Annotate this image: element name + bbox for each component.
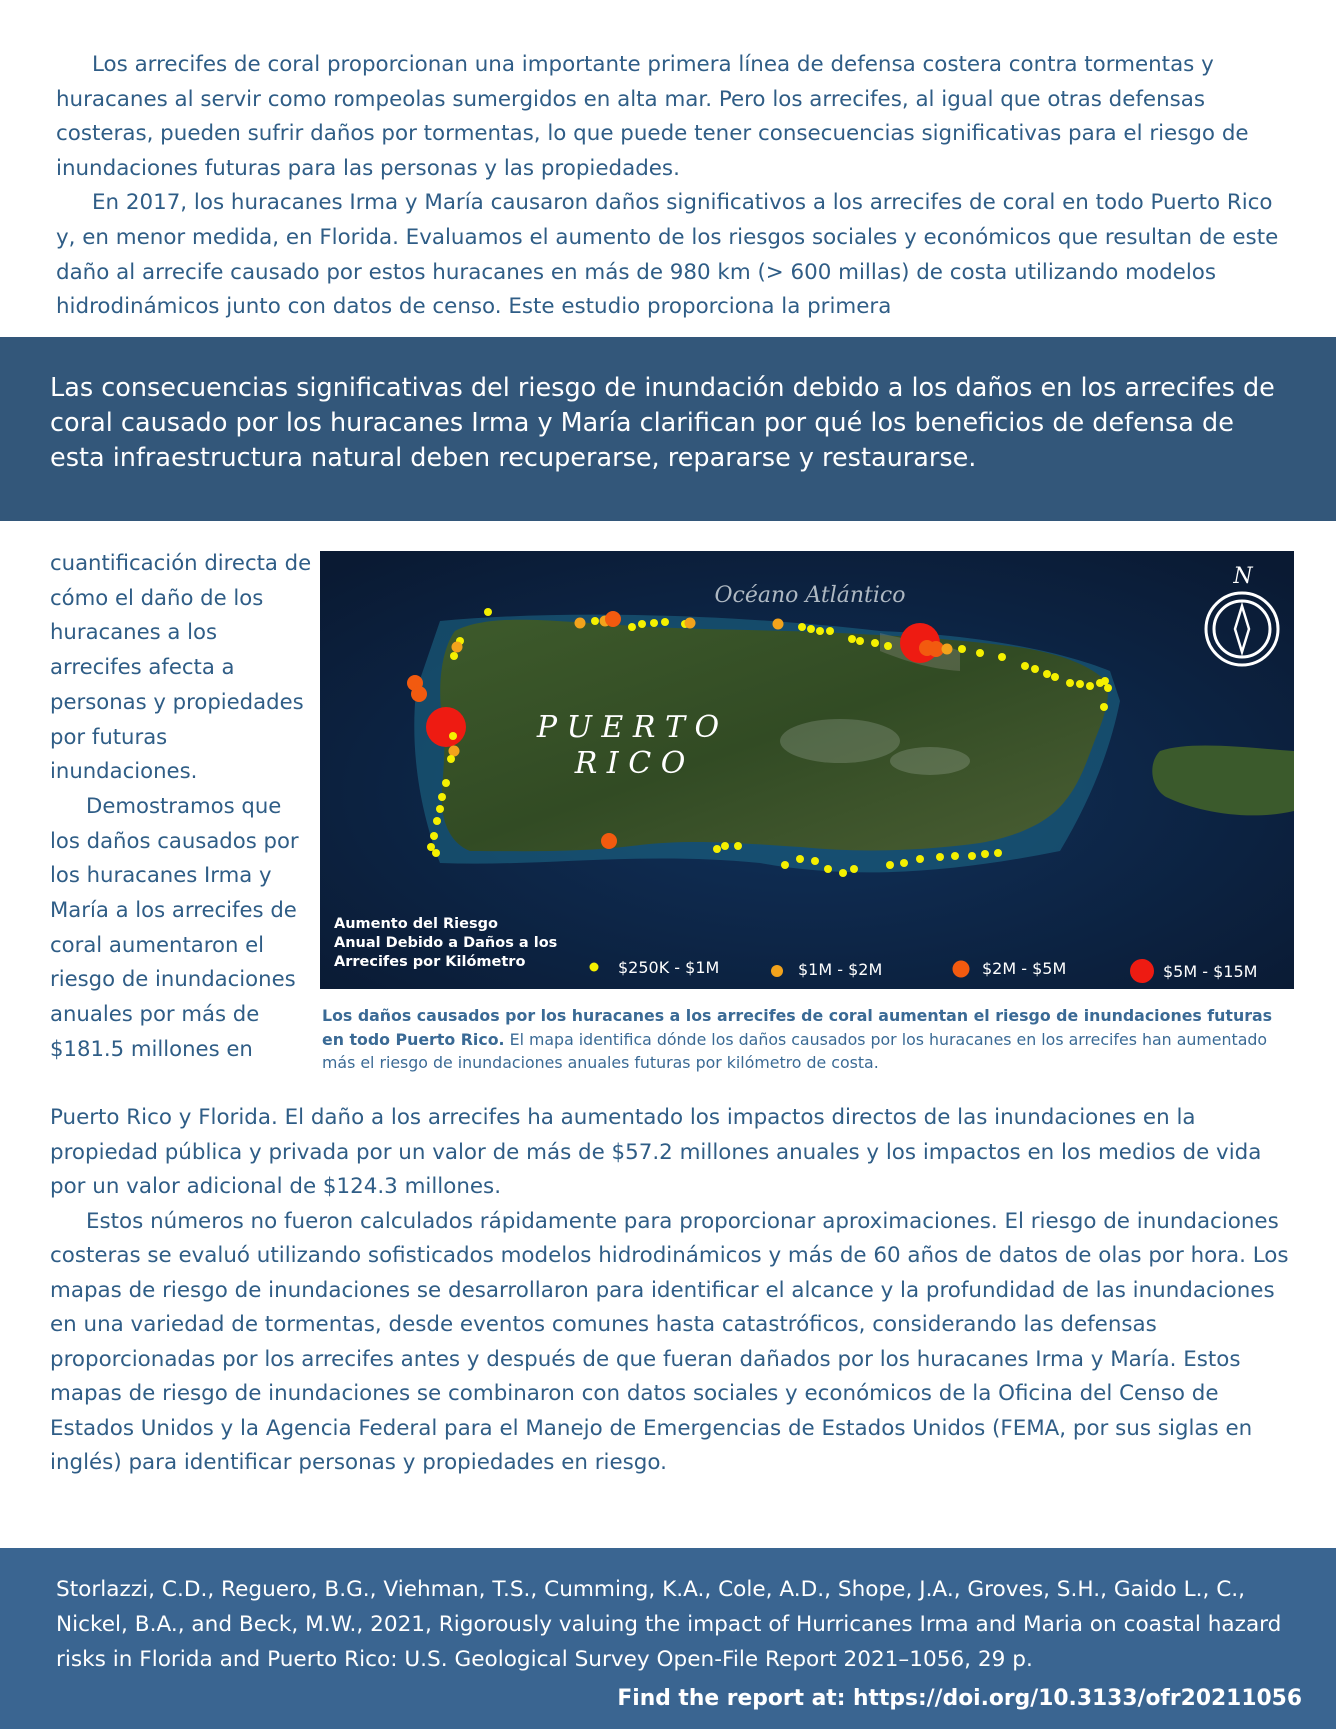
map-image [320,551,1294,989]
risk-marker [839,869,847,877]
risk-marker [713,845,721,853]
risk-marker [816,627,824,635]
intro-text [56,48,1282,325]
risk-marker [942,644,953,655]
left-paragraph-1: cuantificación directa de cómo el daño de los huracanes a los arrecifes afecta a personas y propiedades por futuras inundaciones. [50,550,312,784]
risk-marker [661,618,669,626]
risk-marker [1100,703,1108,711]
legend-label-5m-15m: $5M - $15M [1163,962,1258,981]
risk-marker [1043,670,1051,678]
risk-marker [884,642,892,650]
risk-marker [734,842,742,850]
risk-marker [650,619,658,627]
risk-marker [871,639,879,647]
caption-bold: Los daños causados por los huracanes a los arrecifes de coral aumentan el riesgo de inundaciones futuras en todo Puerto Rico. [322,1006,1273,1049]
risk-marker [1076,680,1084,688]
risk-marker [850,865,858,873]
intro-paragraph-2: En 2017, los huracanes Irma y María causaron daños significativos a los arrecifes de coral en todo Puerto Rico y, en menor medida, en Florida. Evaluamos el aumento de los riesgos sociales y económicos que resultan de este daño al arrecife causado por estos huracanes en más de 980 km (> 600 millas) de costa utilizando modelos hidrodinámicos junto con datos de censo. Este estudio proporciona la primera [56,190,1279,320]
risk-marker [452,642,463,653]
risk-marker [430,832,438,840]
ocean-label: Océano Atlántico [714,583,906,608]
risk-marker [981,850,989,858]
risk-marker [796,855,804,863]
risk-marker [601,833,617,849]
risk-marker [450,652,458,660]
risk-marker [436,805,444,813]
risk-marker [936,853,944,861]
island-label-line-2: R I C O [574,746,686,781]
risk-marker [1104,684,1112,692]
risk-marker [900,859,908,867]
risk-marker [824,865,832,873]
risk-marker [433,817,441,825]
risk-marker [773,619,784,630]
risk-marker [447,755,455,763]
report-link[interactable]: Find the report at: https://doi.org/10.3133/ofr20211056 [617,1686,1302,1711]
risk-marker [432,849,440,857]
risk-marker [1066,679,1074,687]
risk-marker [438,793,446,801]
risk-marker [426,707,466,747]
legend-title-line-1: Aumento del Riesgo [334,916,498,932]
island-label-line-1: P U E R T O [536,710,720,745]
risk-marker [591,617,599,625]
body-text [50,1101,1290,1481]
risk-marker [449,732,457,740]
risk-marker [994,849,1002,857]
legend-swatch-1m-2m [771,965,783,977]
legend-label-2m-5m: $2M - $5M [982,959,1067,978]
risk-marker [976,649,984,657]
cloud-cover [890,747,970,775]
risk-marker [886,861,894,869]
highlight-banner [0,337,1336,521]
risk-marker [781,861,789,869]
risk-marker [1051,673,1059,681]
risk-marker [951,852,959,860]
risk-marker [848,635,856,643]
risk-marker [798,623,806,631]
risk-marker [826,627,834,635]
risk-marker [628,623,636,631]
legend-swatch-250k-1m [590,963,599,972]
body-paragraph-2: Estos números no fueron calculados rápidamente para proporcionar aproximaciones. El riesgo de inundaciones costeras se evaluó utilizando sofisticados modelos hidrodinámicos y más de 60 años de datos de olas por hora. Los mapas de riesgo de inundaciones se desarrollaron para identificar el alcance y la profundidad de las inundaciones en una variedad de tormentas, desde eventos comunes hasta catastróficos, considerando las defensas proporcionadas por los arrecifes antes y después de que fueran dañados por los huracanes Irma y María. Estos mapas de riesgo de inundaciones se combinaron con datos sociales y económicos de la Oficina del Censo de Estados Unidos y la Agencia Federal para el Manejo de Emergencias de Estados Unidos (FEMA, por sus siglas en inglés) para identificar personas y propiedades en riesgo. [50,1208,1289,1475]
legend-label-1m-2m: $1M - $2M [798,960,883,979]
highlight-banner-text: Las consecuencias significativas del riesgo de inundación debido a los daños en los arrecifes de coral causado por los huracanes Irma y María clarifican por qué los beneficios de defensa de esta infraestructura natural deben recuperarse, repararse y restaurarse. [50,373,1275,473]
north-label: N [1233,564,1253,589]
risk-marker [605,611,621,627]
legend-swatch-2m-5m [953,961,970,978]
risk-marker [442,779,450,787]
risk-marker [484,608,492,616]
left-column [50,546,312,1067]
caption-text: El mapa identifica dónde los daños causados por los huracanes en los arrecifes han aumentado más el riesgo de inundaciones anuales futuras por kilómetro de costa. [322,1029,1268,1072]
puerto-rico-risk-map [320,551,1294,989]
left-paragraph-2: Demostramos que los daños causados por los huracanes Irma y María a los arrecifes de coral aumentaron el riesgo de inundaciones anuales por más de $181.5 millones en [50,792,299,1061]
risk-marker [811,857,819,865]
risk-marker [998,653,1006,661]
legend-label-250k-1m: $250K - $1M [618,958,720,977]
body-paragraph-1: Puerto Rico y Florida. El daño a los arrecifes ha aumentado los impactos directos de las inundaciones en la propiedad pública y privada por un valor de más de $57.2 millones anuales y los impactos en los medios de vida por un valor adicional de $124.3 millones. [50,1105,1262,1199]
risk-marker [1086,682,1094,690]
risk-marker [638,620,646,628]
intro-paragraph-1: Los arrecifes de coral proporcionan una importante primera línea de defensa costera contra tormentas y huracanes al servir como rompeolas sumergidos en alta mar. Pero los arrecifes, al igual que otras defensas costeras, pueden sufrir daños por tormentas, lo que puede tener consecuencias significativas para el riesgo de inundaciones futuras para las personas y las propiedades. [56,52,1249,181]
legend-title-line-3: Arrecifes por Kilómetro [334,954,526,970]
risk-marker [685,618,696,629]
cloud-cover [780,719,900,763]
risk-marker [411,686,427,702]
legend-title-line-2: Anual Debido a Daños a los [334,935,558,951]
citation-footer [0,1548,1336,1729]
risk-marker [916,855,924,863]
risk-marker [1101,677,1109,685]
risk-marker [807,625,815,633]
risk-marker [856,637,864,645]
legend-swatch-5m-15m [1130,959,1154,983]
risk-marker [575,618,586,629]
citation-text: Storlazzi, C.D., Reguero, B.G., Viehman, T.S., Cumming, K.A., Cole, A.D., Shope, J.A., Groves, S.H., Gaido L., C., Nickel, B.A., and Beck, M.W., 2021, Rigorously valuing the impact of Hurricanes Irma and Maria on coastal hazard risks in Florida and Puerto Rico: U.S. Geological Survey Open-File Report 2021–1056, 29 p. [56,1577,1282,1672]
risk-marker [1021,662,1029,670]
risk-marker [958,645,966,653]
risk-marker [968,852,976,860]
figure-caption [322,1004,1292,1075]
risk-marker [1031,665,1039,673]
risk-marker [449,746,460,757]
risk-marker [721,842,729,850]
